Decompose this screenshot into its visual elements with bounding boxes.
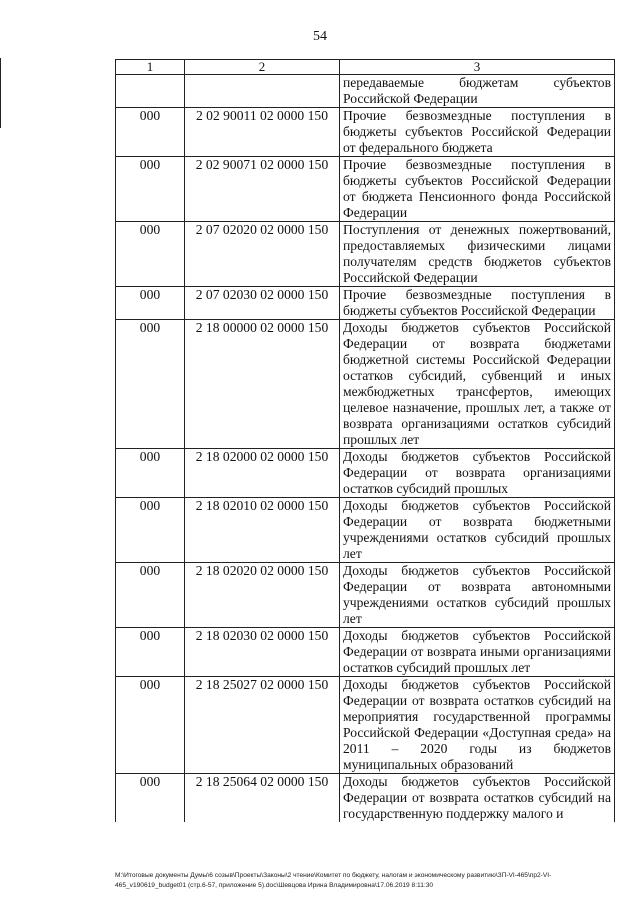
table-header-row <box>116 60 615 75</box>
admin-code-cell: 000 <box>116 320 185 449</box>
budget-code-cell: 2 02 90071 02 0000 150 <box>185 157 340 222</box>
column-header-1: 1 <box>116 60 185 75</box>
table-row <box>116 449 615 498</box>
admin-code-cell: 000 <box>116 628 185 677</box>
margin-mark <box>0 58 1 128</box>
admin-code-cell: 000 <box>116 157 185 222</box>
table-row <box>116 157 615 222</box>
table-row <box>116 222 615 287</box>
description-cell: Прочие безвозмездные поступления в бюджеты субъектов Российской Федерации <box>340 287 615 320</box>
table-row <box>116 287 615 320</box>
admin-code-cell: 000 <box>116 449 185 498</box>
table-row <box>116 108 615 157</box>
description-cell: Прочие безвозмездные поступления в бюджеты субъектов Российской Федерации от бюджета Пенсионного фонда Российской Федерации <box>340 157 615 222</box>
description-cell: Прочие безвозмездные поступления в бюджеты субъектов Российской Федерации от федерального бюджета <box>340 108 615 157</box>
budget-code-cell: 2 18 25027 02 0000 150 <box>185 677 340 774</box>
budget-code-cell: 2 18 02030 02 0000 150 <box>185 628 340 677</box>
budget-code-cell: 2 07 02030 02 0000 150 <box>185 287 340 320</box>
budget-code-cell: 2 18 02020 02 0000 150 <box>185 563 340 628</box>
admin-code-cell: 000 <box>116 108 185 157</box>
budget-code-cell: 2 18 00000 02 0000 150 <box>185 320 340 449</box>
description-cell: Поступления от денежных пожертвований, предоставляемых физическими лицами получателям средств бюджетов субъектов Российской Федерации <box>340 222 615 287</box>
admin-code-cell: 000 <box>116 677 185 774</box>
budget-code-cell: 2 07 02020 02 0000 150 <box>185 222 340 287</box>
column-header-2: 2 <box>185 60 340 75</box>
table-row <box>116 498 615 563</box>
description-cell: передаваемые бюджетам субъектов Российской Федерации <box>340 75 615 108</box>
description-cell: Доходы бюджетов субъектов Российской Федерации от возврата бюджетными учреждениями остатков субсидий прошлых лет <box>340 498 615 563</box>
table-row <box>116 677 615 774</box>
table-row <box>116 320 615 449</box>
admin-code-cell: 000 <box>116 287 185 320</box>
footer-path-line: M:\Итоговые документы Думы\6 созыв\Проекты\Законы\2 чтение\Комитет по бюджету, налогам и экономическому развитию\ЗП-VI-465\пр2-VI- <box>115 872 552 879</box>
description-cell: Доходы бюджетов субъектов Российской Федерации от возврата иными организациями остатков субсидий прошлых лет <box>340 628 615 677</box>
table-row <box>116 774 615 823</box>
budget-code-cell: 2 18 02010 02 0000 150 <box>185 498 340 563</box>
file-path-footer <box>115 871 620 891</box>
budget-code-cell <box>185 75 340 108</box>
description-cell: Доходы бюджетов субъектов Российской Федерации от возврата организациями остатков субсидий прошлых <box>340 449 615 498</box>
admin-code-cell <box>116 75 185 108</box>
table-row <box>116 563 615 628</box>
budget-code-cell: 2 18 02000 02 0000 150 <box>185 449 340 498</box>
admin-code-cell: 000 <box>116 563 185 628</box>
budget-code-cell: 2 02 90011 02 0000 150 <box>185 108 340 157</box>
admin-code-cell: 000 <box>116 774 185 823</box>
description-cell: Доходы бюджетов субъектов Российской Федерации от возврата остатков субсидий на мероприятия государственной программы Российской Федерации «Доступная среда» на 2011 – 2020 годы из бюджетов муниципальных образований <box>340 677 615 774</box>
column-header-3: 3 <box>340 60 615 75</box>
budget-classification-table <box>115 59 615 822</box>
table-row <box>116 628 615 677</box>
description-cell: Доходы бюджетов субъектов Российской Федерации от возврата остатков субсидий на государственную поддержку малого и <box>340 774 615 823</box>
footer-path-line: 465_v190619_budget01 (стр.6-57, приложение 5).doc\Шевцова Ирина Владимировна\17.06.2019 8:11:30 <box>115 882 434 889</box>
budget-code-cell: 2 18 25064 02 0000 150 <box>185 774 340 823</box>
admin-code-cell: 000 <box>116 222 185 287</box>
admin-code-cell: 000 <box>116 498 185 563</box>
page-number: 54 <box>313 29 327 44</box>
table-row <box>116 75 615 108</box>
description-cell: Доходы бюджетов субъектов Российской Федерации от возврата автономными учреждениями остатков субсидий прошлых лет <box>340 563 615 628</box>
description-cell: Доходы бюджетов субъектов Российской Федерации от возврата бюджетами бюджетной системы Российской Федерации остатков субсидий, субвенций и иных межбюджетных трансфертов, имеющих целевое назначение, прошлых лет, а также от возврата организациями остатков субсидий прошлых лет <box>340 320 615 449</box>
